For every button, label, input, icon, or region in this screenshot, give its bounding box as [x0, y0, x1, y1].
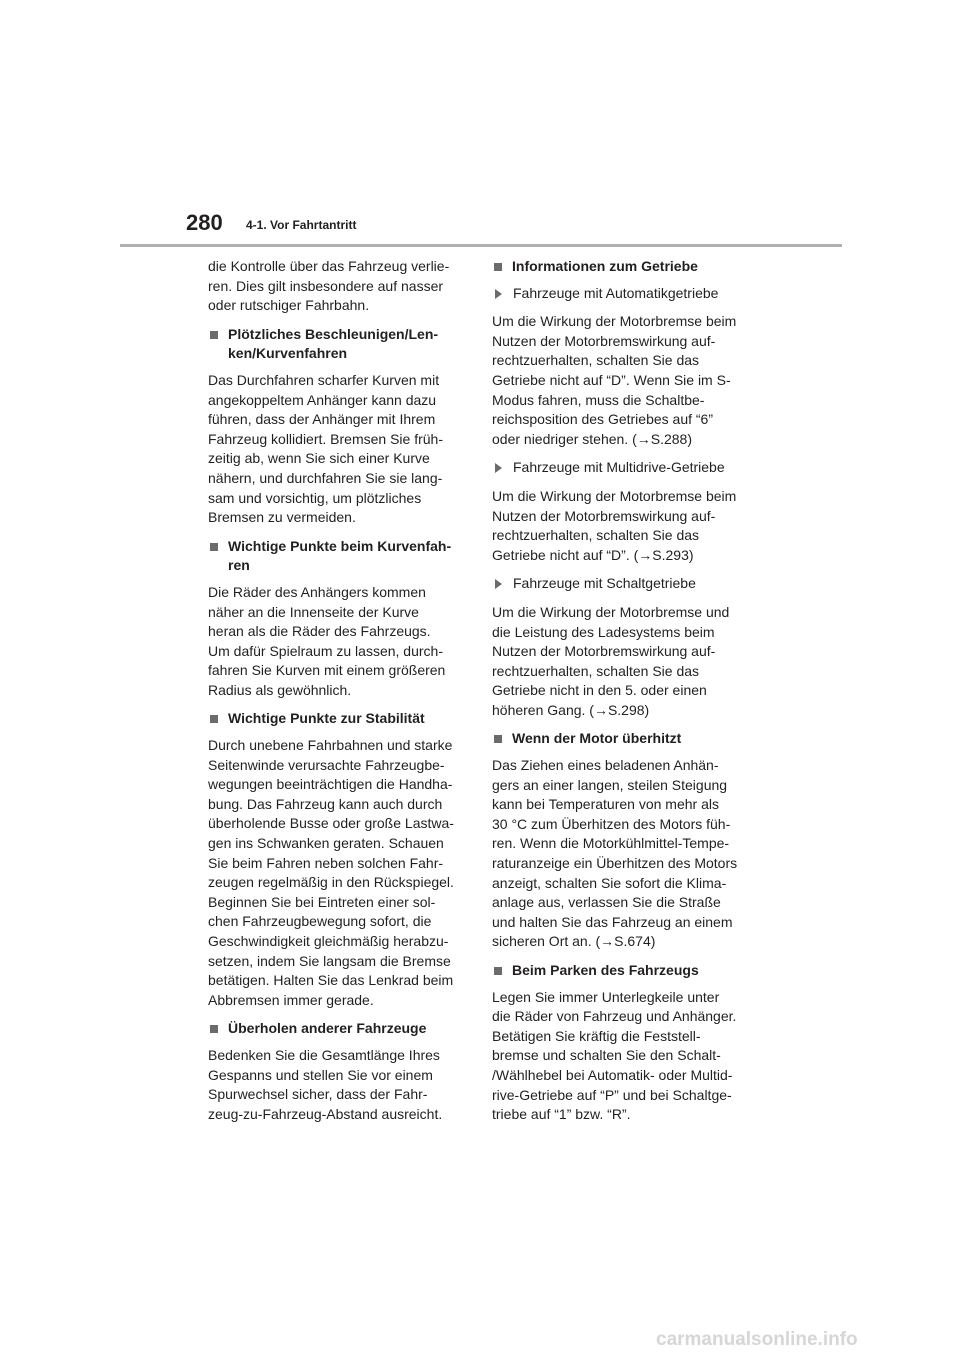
body-paragraph: Das Durchfahren scharfer Kurven mit angekoppeltem Anhänger kann dazu führen, dass der Anhänger mit Ihrem Fahrzeug kollidiert. Bremsen Sie früh- zeitig ab, wenn Sie sich einer Kurve nähern, und durchfahren Sie sie lang- sam und vorsichtig, um plötzliches Bremsen zu vermeiden.	[208, 371, 443, 526]
square-bullet-icon	[494, 735, 502, 743]
triangle-bullet-icon	[495, 289, 502, 299]
section-heading	[492, 257, 750, 277]
page-number: 280	[186, 210, 223, 235]
section-heading-text: Überholen anderer Fahrzeuge	[228, 1020, 427, 1037]
square-bullet-icon	[210, 715, 218, 723]
section-heading-text: Wichtige Punkte zur Stabilität	[228, 710, 425, 727]
section-heading-text: Informationen zum Getriebe	[512, 258, 698, 274]
subsection-heading	[492, 574, 750, 594]
section-heading	[208, 709, 466, 729]
subsection-heading	[492, 284, 750, 304]
square-bullet-icon	[210, 543, 218, 551]
body-paragraph: Die Räder des Anhängers kommen näher an die Innenseite der Kurve heran als die Räder des Fahrzeugs. Um dafür Spielraum zu lassen, durch- fahren Sie Kurven mit einem größeren Radius als gewöhnlich.	[208, 583, 446, 698]
section-heading	[208, 537, 466, 576]
section-heading-text: Plötzliches Beschleunigen/Len- ken/Kurvenfahren	[228, 325, 439, 362]
square-bullet-icon	[494, 263, 502, 271]
right-column	[492, 257, 750, 1134]
section-heading	[492, 961, 750, 981]
subsection-heading-text: Fahrzeuge mit Automatikgetriebe	[513, 284, 719, 301]
square-bullet-icon	[210, 331, 218, 339]
body-paragraph: Das Ziehen eines beladenen Anhän- gers an einer langen, steilen Steigung kann bei Temperaturen von mehr als 30 °C zum Überhitzen des Motors füh- ren. Wenn die Motorkühlmittel-Tempe- raturanzeige ein Überhitzen des Motors anzeigt, schalten Sie sofort die Klima- anlage aus, verlassen Sie die Straße und halten Sie das Fahrzeug an einem sicheren Ort an. (→S.674)	[492, 757, 738, 950]
subsection-heading-text: Fahrzeuge mit Schaltgetriebe	[513, 575, 696, 592]
section-heading	[208, 325, 466, 364]
subsection-heading	[492, 458, 750, 478]
subsection-heading-text: Fahrzeuge mit Multidrive-Getriebe	[513, 459, 725, 476]
body-paragraph: Um die Wirkung der Motorbremse beim Nutzen der Motorbremswirkung auf- rechtzuerhalten, schalten Sie das Getriebe nicht auf “D”. Wenn Sie im S- Modus fahren, muss die Schaltbe- reichsposition des Getriebes auf “6” oder niedriger stehen. (→S.288)	[492, 313, 737, 447]
header-divider	[120, 244, 842, 247]
left-column	[208, 257, 466, 1133]
square-bullet-icon	[494, 967, 502, 975]
triangle-bullet-icon	[495, 463, 502, 473]
body-paragraph: Bedenken Sie die Gesamtlänge Ihres Gespanns und stellen Sie vor einem Spurwechsel sicher, dass der Fahr- zeug-zu-Fahrzeug-Abstand ausreicht.	[208, 1046, 443, 1122]
body-paragraph: Legen Sie immer Unterlegkeile unter die Räder von Fahrzeug und Anhänger. Betätigen Sie kräftig die Feststell- bremse und schalten Sie den Schalt- /Wählhebel bei Automatik- oder Multid- rive-Getriebe auf “P” und bei Schaltge- triebe auf “1” bzw. “R”.	[492, 988, 737, 1123]
body-paragraph: Durch unebene Fahrbahnen und starke Seitenwinde verursachte Fahrzeugbe- wegungen beeinträchtigen die Handha- bung. Das Fahrzeug kann auch durch überholende Busse oder große Lastwa- gen ins Schwanken geraten. Schauen Sie beim Fahren neben solchen Fahr- zeugen regelmäßig in den Rückspiegel. Beginnen Sie bei Eintreten einer sol- chen Fahrzeugbewegung sofort, die Geschwindigkeit gleichmäßig herabzu- setzen, indem Sie langsam die Bremse betätigen. Halten Sie das Lenkrad beim Abbremsen immer gerade.	[208, 737, 454, 1008]
square-bullet-icon	[210, 1025, 218, 1033]
triangle-bullet-icon	[495, 579, 502, 589]
body-paragraph: die Kontrolle über das Fahrzeug verlie- ren. Dies gilt insbesondere auf nasser oder rutschiger Fahrbahn.	[208, 258, 450, 314]
section-heading	[492, 729, 750, 749]
section-heading-text: Wenn der Motor überhitzt	[512, 730, 682, 747]
body-paragraph: Um die Wirkung der Motorbremse beim Nutzen der Motorbremswirkung auf- rechtzuerhalten, schalten Sie das Getriebe nicht auf “D”. (→S.293)	[492, 487, 737, 563]
section-heading-text: Beim Parken des Fahrzeugs	[512, 962, 699, 978]
section-title: 4-1. Vor Fahrtantritt	[246, 218, 357, 232]
section-heading-text: Wichtige Punkte beim Kurvenfah- ren	[228, 537, 452, 574]
section-heading	[208, 1019, 466, 1039]
watermark-text: carmanualsonline.info	[656, 1329, 858, 1350]
body-paragraph: Um die Wirkung der Motorbremse und die Leistung des Ladesystems beim Nutzen der Motorbremswirkung auf- rechtzuerhalten, schalten Sie das Getriebe nicht in den 5. oder einen höheren Gang. (→S.298)	[492, 603, 730, 718]
